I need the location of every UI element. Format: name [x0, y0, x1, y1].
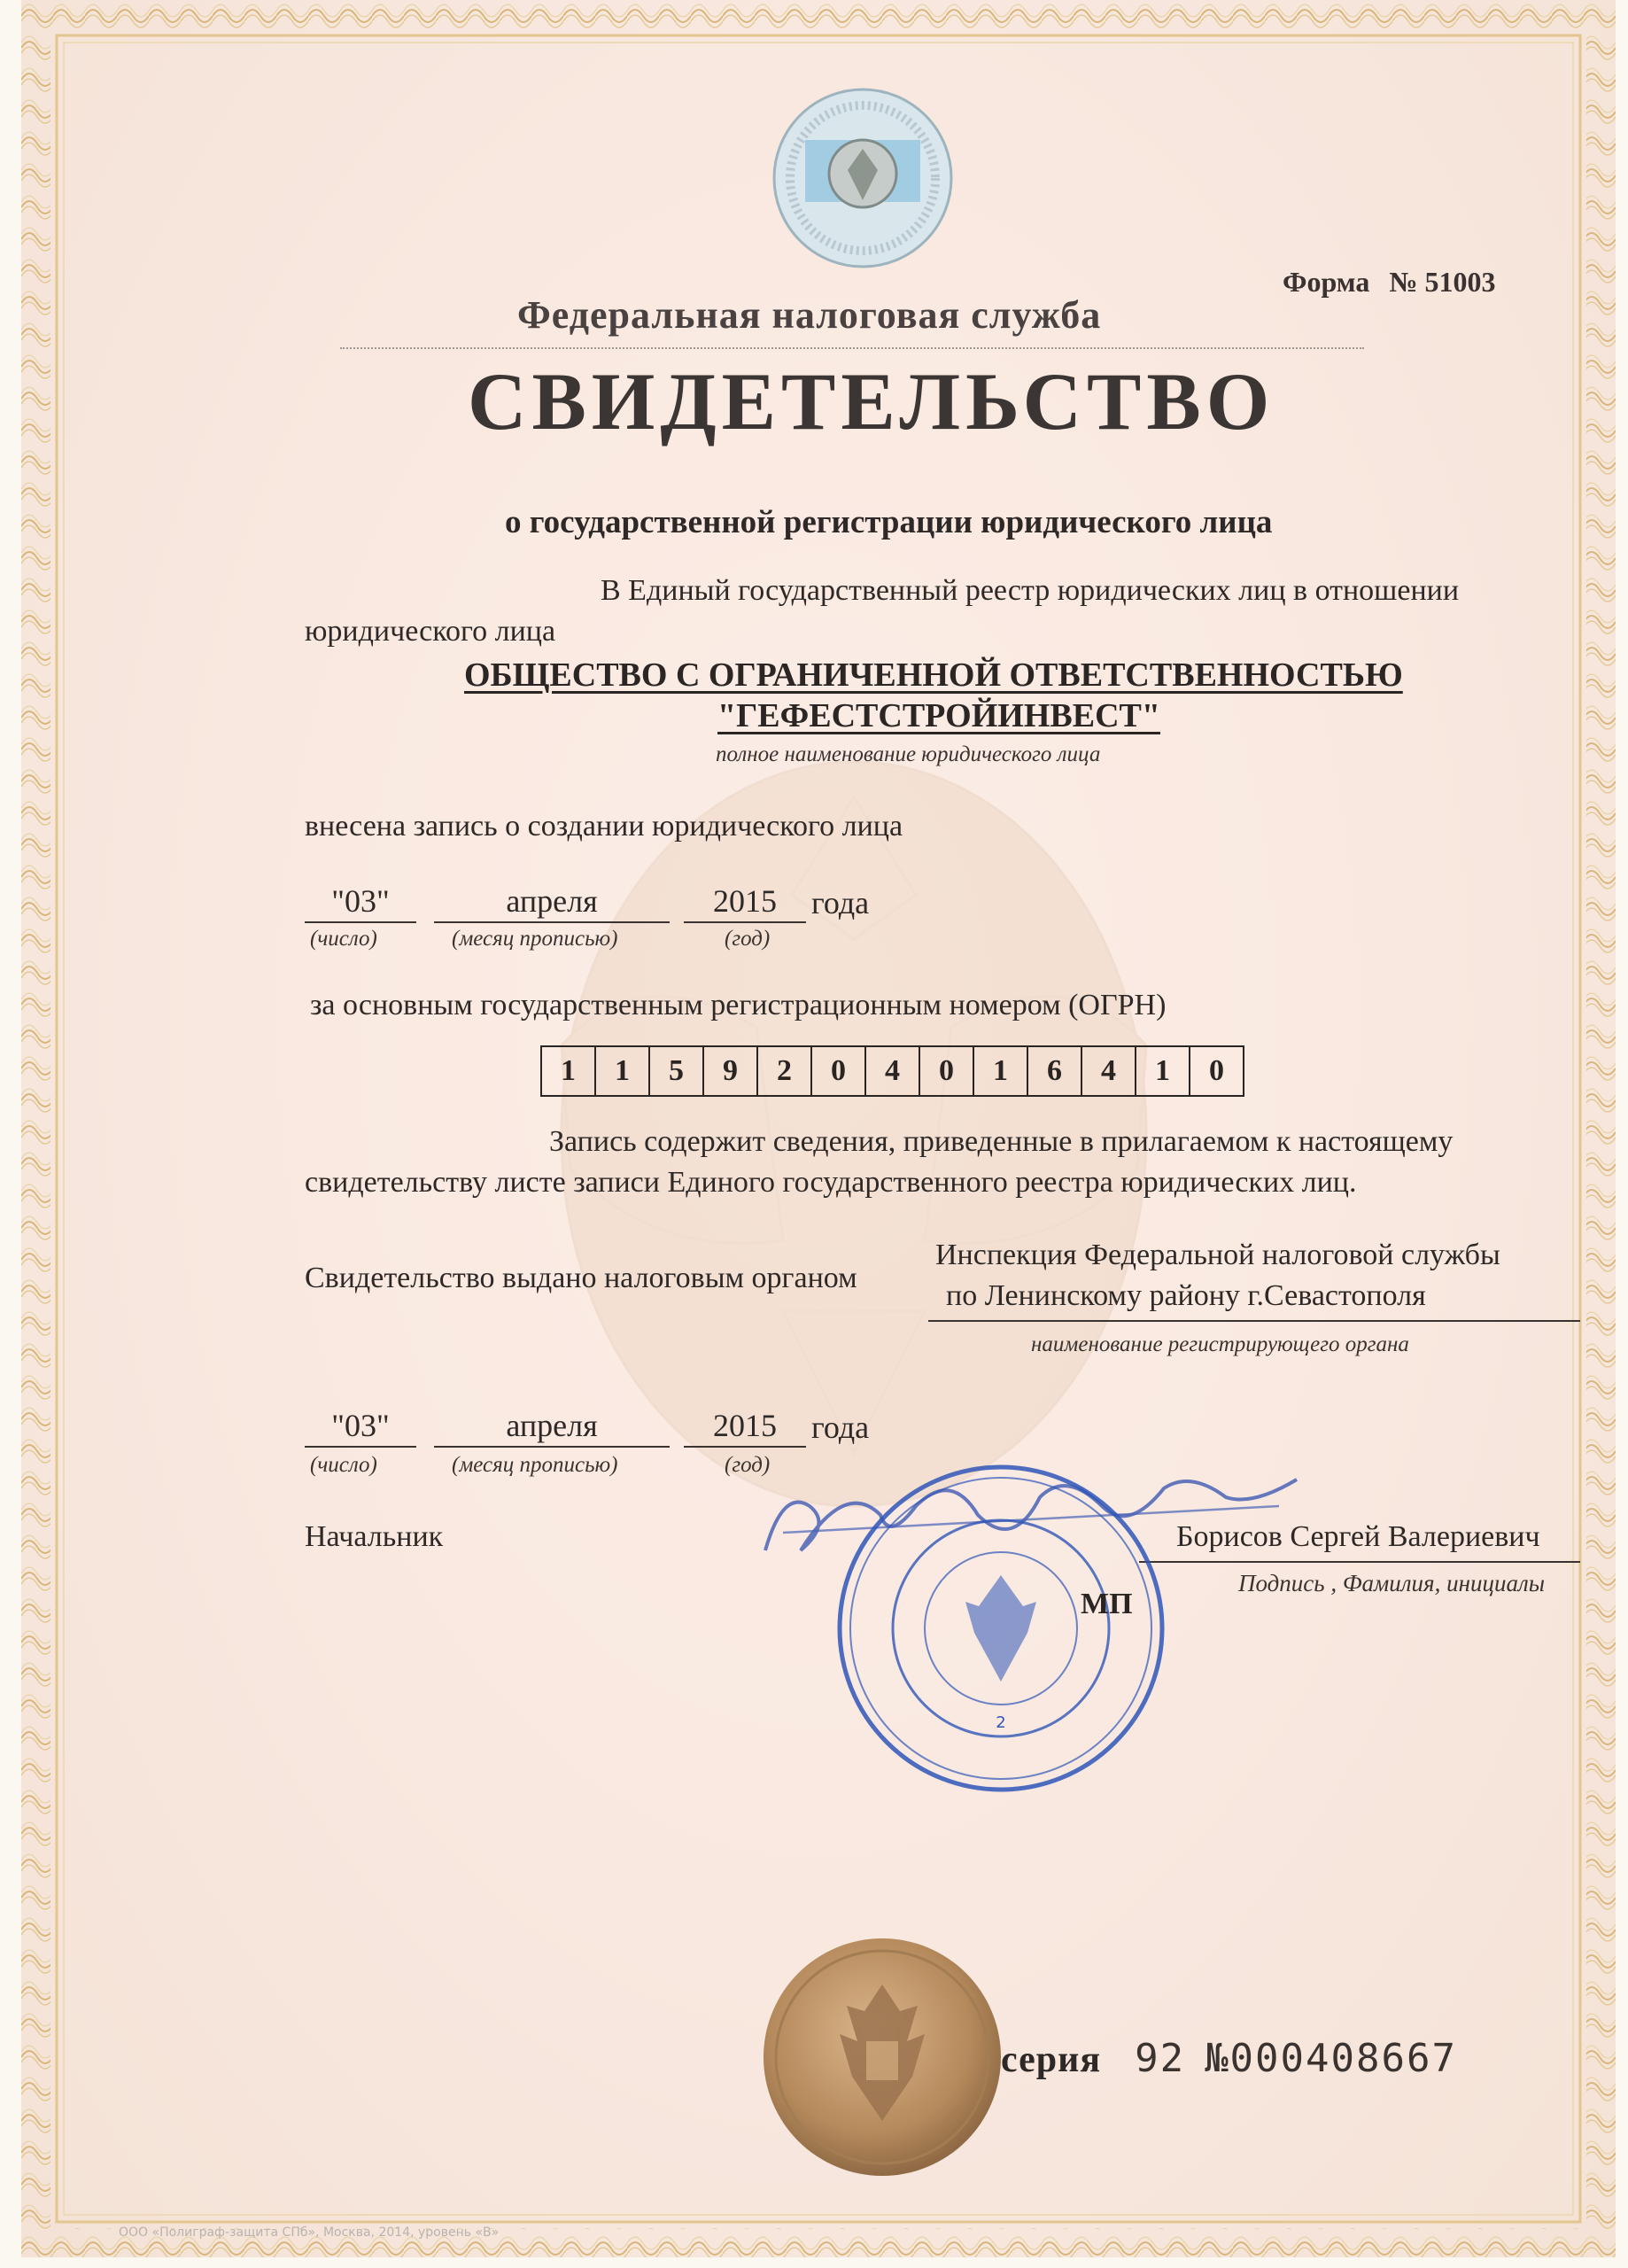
ogrn-digit: 2 [758, 1047, 812, 1095]
certificate-paper [21, 0, 1616, 2257]
document-title: СВИДЕТЕЛЬСТВО [468, 356, 1275, 447]
record-date-month: апреля [434, 882, 670, 923]
issue-date-year-suffix: года [811, 1410, 870, 1445]
document-subtitle: о государственной регистрации юридического лица [505, 504, 1273, 540]
series-label: серия [1001, 2039, 1102, 2080]
printer-note: ООО «Полиграф-защита СПб», Москва, 2014, уровень «В» [119, 2225, 500, 2240]
contains-line-1: Запись содержит сведения, приведенные в прилагаемом к настоящему [549, 1125, 1454, 1158]
signatory-role: Начальник [305, 1520, 444, 1553]
ogrn-digit: 6 [1028, 1047, 1082, 1095]
issuing-authority-caption: наименование регистрирующего органа [1031, 1332, 1409, 1356]
record-date-year-caption: (год) [725, 927, 771, 951]
ogrn-digit: 1 [1136, 1047, 1190, 1095]
signatory-name: Борисов Сергей Валериевич [1176, 1520, 1540, 1553]
contains-line-2: свидетельству листе записи Единого государственного реестра юридических лиц. [305, 1166, 1357, 1199]
series-block [1001, 2036, 1457, 2081]
ogrn-digit: 5 [650, 1047, 704, 1095]
ogrn-digit: 0 [920, 1047, 974, 1095]
issuing-authority-rule [928, 1320, 1580, 1322]
record-date-year: 2015 [684, 882, 806, 923]
agency-rule [340, 347, 1364, 349]
ogrn-digit: 0 [812, 1047, 866, 1095]
ogrn-digit: 0 [1209, 1054, 1224, 1087]
ogrn-digit: 4 [866, 1047, 920, 1095]
mp-label: МП [1081, 1588, 1133, 1620]
ogrn-digit: 1 [596, 1047, 650, 1095]
entity-name-line-2: "ГЕФЕСТСТРОЙИНВЕСТ" [717, 697, 1160, 734]
agency-name: Федеральная налоговая служба [517, 293, 1102, 337]
signature-caption: Подпись , Фамилия, инициалы [1238, 1570, 1546, 1596]
issued-label: Свидетельство выдано налоговым органом [305, 1262, 857, 1294]
ogrn-digit: 1 [542, 1047, 596, 1095]
ogrn-number-boxes [540, 1045, 1244, 1097]
issue-date-day: "03" [305, 1407, 416, 1448]
record-date-day-caption: (число) [310, 927, 377, 951]
form-label: Форма [1283, 266, 1370, 298]
entity-name-caption: полное наименование юридического лица [716, 742, 1101, 766]
ogrn-digit: 4 [1082, 1047, 1136, 1095]
embossed-seal-icon [760, 1935, 1004, 2179]
series-code: 92 [1135, 2036, 1186, 2081]
issuing-authority-line-1: Инспекция Федеральной налоговой службы [935, 1239, 1500, 1271]
record-date-day: "03" [305, 882, 416, 923]
series-number: №000408667 [1205, 2036, 1457, 2081]
issue-date-month-caption: (месяц прописью) [452, 1453, 618, 1477]
record-date-year-suffix: года [811, 885, 870, 920]
record-text: внесена запись о создании юридического лица [305, 810, 903, 843]
ogrn-label: за основным государственным регистрационным номером (ОГРН) [310, 989, 1167, 1021]
ogrn-digit: 9 [704, 1047, 758, 1095]
intro-line-1: В Единый государственный реестр юридических лиц в отношении [601, 574, 1460, 607]
form-number: № 51003 [1389, 266, 1496, 298]
stamp-number: 2 [996, 1713, 1006, 1732]
signature-rule [1139, 1561, 1580, 1563]
official-stamp-icon [833, 1460, 1169, 1797]
issue-date-month: апреля [434, 1407, 670, 1448]
issue-date-day-caption: (число) [310, 1453, 377, 1477]
record-date-month-caption: (месяц прописью) [452, 927, 618, 951]
issuing-authority-line-2: по Ленинскому району г.Севастополя [946, 1279, 1426, 1312]
hologram-emblem-icon [770, 85, 956, 271]
issue-date-year: 2015 [684, 1407, 806, 1448]
intro-line-2: юридического лица [305, 615, 556, 648]
entity-name-line-1: ОБЩЕСТВО С ОГРАНИЧЕННОЙ ОТВЕТСТВЕННОСТЬЮ [464, 656, 1403, 694]
issue-date-year-caption: (год) [725, 1453, 771, 1477]
ogrn-digit: 1 [974, 1047, 1028, 1095]
